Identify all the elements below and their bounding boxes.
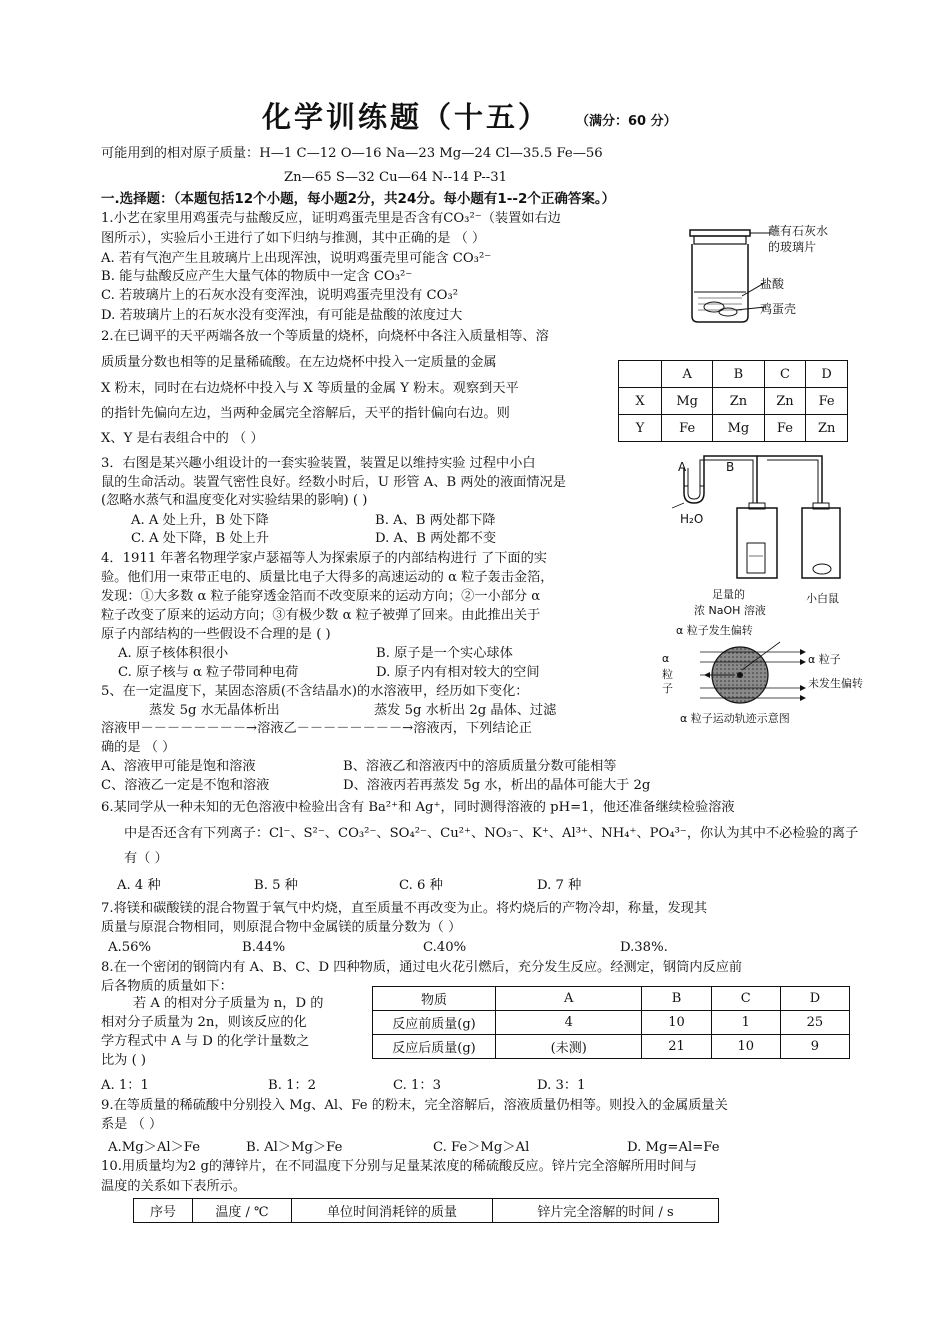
q3-figure-label-naoh-2: 浓 NaOH 溶液 (694, 604, 766, 617)
q4-option-d: D. 原子内有相对较大的空间 (376, 665, 540, 680)
q2-table-cell: Fe (806, 388, 848, 415)
q5-option-d: D、溶液丙若再蒸发 5g 水，析出的晶体可能大于 2g (343, 778, 651, 793)
q7-option-c: C.40% (423, 940, 467, 955)
q8-table-cell: 1 (711, 1011, 780, 1035)
q1-figure-label-plate-2: 的玻璃片 (768, 240, 817, 254)
q7-option-a: A.56% (108, 940, 152, 955)
q4-line1: 4．1911 年著名物理学家卢瑟福等人为探索原子的内部结构进行 了下面的实 (101, 551, 547, 566)
q1-figure-label-acid: 盐酸 (760, 277, 785, 291)
q1-line1: 1.小艺在家里用鸡蛋壳与盐酸反应，证明鸡蛋壳里是否含有CO₃²⁻（装置如右边 (101, 211, 561, 226)
q8-table-cell: D (780, 987, 849, 1011)
q10-line2: 温度的关系如下表所示。 (101, 1179, 247, 1194)
q6-line2: 中是否还含有下列离子：Cl⁻、S²⁻、CO₃²⁻、SO₄²⁻、Cu²⁺、NO₃⁻、K⁺、Al³⁺、NH₄⁺、PO₄³⁻，你认为其中不必检验的离子 (124, 826, 859, 841)
q5-line1: 5、在一定温度下，某固态溶质(不含结晶水)的水溶液甲，经历如下变化： (101, 684, 529, 699)
q3-line1: 3．右图是某兴趣小组设计的一套实验装置，装置足以维持实验 过程中小白 (101, 456, 536, 471)
q9-option-c: C. Fe＞Mg＞Al (433, 1140, 530, 1155)
q9-line2: 系是 （ ） (101, 1117, 163, 1132)
q2-table-cell: Fe (764, 415, 806, 442)
q3-figure-label-water: H₂O (680, 512, 704, 526)
q2-table-cell (619, 361, 662, 388)
q2-table-cell: D (806, 361, 848, 388)
q1-option-d: D. 若玻璃片上的石灰水没有变浑浊，有可能是盐酸的浓度过大 (101, 308, 463, 323)
q10-table-header-cell: 温度 / ℃ (193, 1199, 292, 1223)
section-heading: 一.选择题：（本题包括12个小题，每小题2分，共24分。每小题有1--2个正确答案。） (101, 191, 616, 207)
page-title: 化学训练题（十五） (262, 100, 551, 134)
q3-option-b: B. A、B 两处都下降 (375, 513, 496, 528)
q6-option-d: D. 7 种 (537, 878, 582, 893)
q5-step1: 蒸发 5g 水无晶体析出 (149, 703, 280, 718)
q3-line2: 鼠的生命活动。装置气密性良好。经数小时后，U 形管 A、B 两处的液面情况是 (101, 475, 566, 490)
q4-figure-label-alpha-right: α 粒子 (808, 653, 841, 666)
q4-option-c: C. 原子核与 α 粒子带同种电荷 (118, 665, 299, 680)
q7-option-b: B.44% (242, 940, 286, 955)
atomic-masses-line1: 可能用到的相对原子质量：H—1 C—12 O—16 Na—23 Mg—24 Cl—35.5 Fe—56 (101, 146, 603, 161)
q10-temperature-table (133, 1198, 719, 1223)
q5-step2: 蒸发 5g 水析出 2g 晶体、过滤 (374, 703, 557, 718)
q2-line4: 的指针先偏向左边，当两种金属完全溶解后，天平的指针偏向右边。则 (101, 406, 510, 421)
q1-option-c: C. 若玻璃片上的石灰水没有变浑浊，说明鸡蛋壳里没有 CO₃² (101, 288, 458, 303)
q8-table-cell: 21 (642, 1035, 711, 1059)
q8-table-cell: C (711, 987, 780, 1011)
q8-table-cell: 9 (780, 1035, 849, 1059)
q1-figure-label-shell: 鸡蛋壳 (760, 302, 797, 316)
q4-line4: 粒子改变了原来的运动方向；③有极少数 α 粒子被弹了回来。由此推出关于 (101, 608, 541, 623)
q2-table-cell: Zn (764, 388, 806, 415)
q8-table-cell: 反应前质量(g) (373, 1011, 496, 1035)
q8-table-cell: 反应后质量(g) (373, 1035, 496, 1059)
q8-mass-table (372, 986, 850, 1059)
q5-option-c: C、溶液乙一定是不饱和溶液 (101, 778, 270, 793)
q8-option-c: C. 1：3 (393, 1078, 441, 1093)
q1-option-a: A. 若有气泡产生且玻璃片上出现浑浊，说明鸡蛋壳里可能含 CO₃²⁻ (101, 251, 492, 266)
q4-figure-label-alpha-left-1: α (662, 652, 670, 665)
q8-table-cell: 10 (642, 1011, 711, 1035)
q3-option-d: D. A、B 两处都不变 (375, 531, 497, 546)
q3-option-a: A. A 处上升，B 处下降 (131, 513, 269, 528)
q3-line3: (忽略水蒸气和温度变化对实验结果的影响) ( ) (101, 493, 368, 508)
q2-table-cell: Zn (806, 415, 848, 442)
score-note: （满分：60 分） (576, 114, 677, 129)
q2-table-cell: Mg (662, 388, 713, 415)
q4-figure-label-deflect: α 粒子发生偏转 (676, 624, 753, 637)
q8-line1: 8.在一个密闭的钢筒内有 A、B、C、D 四种物质，通过电火花引燃后，充分发生反应。经测定，钢筒内反应前 (101, 960, 743, 975)
q4-figure-label-nodeflect: 未发生偏转 (808, 677, 863, 690)
q4-option-a: A. 原子核体积很小 (118, 646, 229, 661)
q2-line5: X、Y 是右表组合中的 （ ） (101, 431, 264, 446)
q9-option-d: D. Mg=Al=Fe (627, 1140, 720, 1155)
q2-table-cell: Zn (713, 388, 764, 415)
q4-line2: 验。他们用一束带正电的、质量比电子大得多的高速运动的 α 粒子轰击金箔， (101, 570, 554, 585)
q2-table-cell: Mg (713, 415, 764, 442)
q4-line3: 发现：①大多数 α 粒子能穿透金箔而不改变原来的运动方向；②一小部分 α (101, 589, 541, 604)
q2-table-cell: Fe (662, 415, 713, 442)
q2-line1: 2.在已调平的天平两端各放一个等质量的烧杯，向烧杯中各注入质量相等、溶 (101, 329, 549, 344)
q4-figure-label-alpha-left-2: 粒 (662, 668, 673, 681)
q2-metal-table (618, 360, 848, 442)
q9-line1: 9.在等质量的稀硫酸中分别投入 Mg、Al、Fe 的粉末，完全溶解后，溶液质量仍相等。则投入的金属质量关 (101, 1098, 728, 1113)
q1-line2: 图所示），实验后小王进行了如下归纳与推测，其中正确的是 （ ） (101, 231, 486, 246)
q4-option-b: B. 原子是一个实心球体 (376, 646, 513, 661)
q8-table-cell: B (642, 987, 711, 1011)
q9-option-a: A.Mg＞Al＞Fe (108, 1140, 201, 1155)
q2-line2: 质质量分数也相等的足量稀硫酸。在左边烧杯中投入一定质量的金属 (101, 355, 497, 370)
q3-figure-label-naoh-1: 足量的 (712, 588, 745, 601)
q8-table-cell: 25 (780, 1011, 849, 1035)
q8-option-b: B. 1：2 (268, 1078, 317, 1093)
q8-table-cell: 10 (711, 1035, 780, 1059)
q1-figure-label-plate-1: 蘸有石灰水 (768, 224, 829, 238)
q10-line1: 10.用质量均为2 g的薄锌片，在不同温度下分别与足量某浓度的稀硫酸反应。锌片完全溶解所用时间与 (101, 1159, 697, 1174)
q3-figure-label-a: A (678, 460, 687, 474)
q4-line5: 原子内部结构的一些假设不合理的是 ( ) (101, 627, 331, 642)
q5-option-b: B、溶液乙和溶液丙中的溶质质量分数可能相等 (343, 759, 617, 774)
q5-line3: 确的是 （ ） (101, 740, 176, 755)
q5-chain: 溶液甲－－－－－－－－→溶液乙－－－－－－－－→溶液丙，下列结论正 (101, 721, 532, 736)
q5-option-a: A、溶液甲可能是饱和溶液 (101, 759, 256, 774)
q2-table-cell: A (662, 361, 713, 388)
q8-option-a: A. 1：1 (101, 1078, 149, 1093)
q8-option-d: D. 3：1 (537, 1078, 586, 1093)
q10-table-header-cell: 锌片完全溶解的时间 / s (493, 1199, 719, 1223)
q8-line5: 学方程式中 A 与 D 的化学计量数之 (101, 1034, 310, 1049)
q6-option-b: B. 5 种 (254, 878, 298, 893)
q8-line3: 若 A 的相对分子质量为 n，D 的 (133, 996, 324, 1011)
q2-table-cell: Y (619, 415, 662, 442)
q10-table-header-cell: 单位时间消耗锌的质量 (292, 1199, 493, 1223)
q3-figure-label-b: B (726, 460, 735, 474)
q10-table-header-cell: 序号 (134, 1199, 193, 1223)
q4-figure-label-alpha-left-3: 子 (662, 682, 673, 695)
q8-table-cell: 物质 (373, 987, 496, 1011)
q7-line1: 7.将镁和碳酸镁的混合物置于氧气中灼烧，直至质量不再改变为止。将灼烧后的产物冷却，称量，发现其 (101, 901, 708, 916)
q7-line2: 质量与原混合物相同，则原混合物中金属镁的质量分数为（ ） (101, 920, 462, 935)
q2-table-cell: B (713, 361, 764, 388)
q6-line3: 有（ ） (124, 851, 168, 866)
atomic-masses-line2: Zn—65 S—32 Cu—64 N--14 P--31 (284, 170, 508, 185)
q8-line2: 后各物质的质量如下： (101, 979, 233, 994)
q2-table-cell: C (764, 361, 806, 388)
q8-table-cell: 4 (496, 1011, 642, 1035)
q6-option-c: C. 6 种 (399, 878, 443, 893)
q3-figure-label-mouse: 小白鼠 (806, 592, 839, 605)
q6-line1: 6.某同学从一种未知的无色溶液中检验出含有 Ba²⁺和 Ag⁺，同时测得溶液的 pH=1，他还准备继续检验溶液 (101, 800, 735, 815)
q8-line6: 比为 ( ) (101, 1053, 147, 1068)
q8-table-cell: A (496, 987, 642, 1011)
q7-option-d: D.38%. (620, 940, 668, 955)
q3-option-c: C. A 处下降，B 处上升 (131, 531, 269, 546)
q6-option-a: A. 4 种 (117, 878, 161, 893)
q1-option-b: B. 能与盐酸反应产生大量气体的物质中一定含 CO₃²⁻ (101, 269, 413, 284)
q8-table-cell: (未测) (496, 1035, 642, 1059)
q2-table-cell: X (619, 388, 662, 415)
q2-line3: X 粉末，同时在右边烧杯中投入与 X 等质量的金属 Y 粉末。观察到天平 (101, 381, 519, 396)
q9-option-b: B. Al＞Mg＞Fe (246, 1140, 343, 1155)
q8-line4: 相对分子质量为 2n，则该反应的化 (101, 1015, 307, 1030)
q4-figure-caption: α 粒子运动轨迹示意图 (680, 712, 790, 725)
